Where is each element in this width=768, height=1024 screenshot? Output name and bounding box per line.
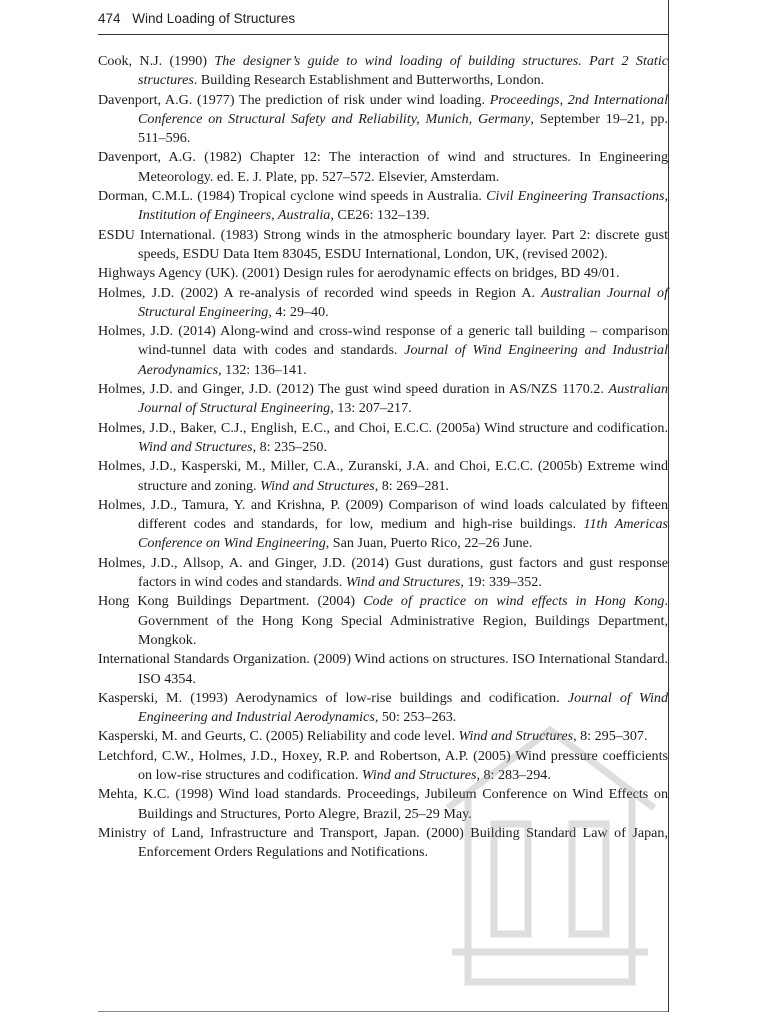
reference-text: ESDU International. (1983) Strong winds in the atmospheric boundary layer. Part 2: discrete gust speeds, ESDU Data Item 83045, ESDU International, London, UK, (revised 2002). bbox=[98, 226, 668, 262]
reference-source-title: Wind and Structures bbox=[260, 477, 375, 494]
reference-entry bbox=[98, 380, 668, 419]
reference-details: , 8: 295–307. bbox=[573, 728, 648, 745]
reference-details: , 19: 339–352. bbox=[460, 574, 542, 591]
reference-source-title: Wind and Structures bbox=[458, 728, 574, 745]
reference-source-title: Proceedings, 2nd International Conference on Structural Safety and Reliability, Munich, Germany bbox=[138, 91, 668, 127]
reference-text: Davenport, A.G. (1982) Chapter 12: The interaction of wind and structures. In Engineering Meteorology. ed. E. J. Plate, pp. 527–572. Elsevier, Amsterdam. bbox=[98, 149, 668, 185]
reference-entry bbox=[98, 727, 668, 746]
reference-entry bbox=[98, 554, 668, 593]
reference-text: Holmes, J.D. (2014) Along-wind and cross-wind response of a generic tall building – comparison wind-tunnel data with codes and standards. bbox=[98, 323, 668, 359]
reference-source-title: Wind and Structures bbox=[345, 574, 461, 591]
reference-details: , 8: 269–281. bbox=[374, 477, 450, 494]
reference-details: , 8: 283–294. bbox=[476, 766, 551, 783]
reference-details: , San Juan, Puerto Rico, 22–26 June. bbox=[325, 535, 533, 552]
reference-text: Kasperski, M. and Geurts, C. (2005) Reliability and code level. bbox=[98, 728, 459, 745]
reference-source-title: The designer’s guide to wind loading of building structures. Part 2 Static structures bbox=[138, 53, 669, 89]
reference-entry bbox=[98, 91, 668, 149]
reference-entry bbox=[98, 785, 668, 824]
reference-entry bbox=[98, 226, 668, 265]
reference-details: , September 19–21, pp. 511–596. bbox=[138, 110, 668, 147]
reference-entry bbox=[98, 747, 668, 786]
reference-text: Hong Kong Buildings Department. (2004) bbox=[98, 593, 364, 610]
reference-text: Davenport, A.G. (1977) The prediction of risk under wind loading. bbox=[98, 91, 490, 108]
reference-details: , 50: 253–263. bbox=[374, 709, 457, 726]
reference-entry bbox=[98, 264, 668, 283]
reference-entry bbox=[98, 592, 668, 650]
running-title: Wind Loading of Structures bbox=[132, 11, 296, 26]
reference-text: Holmes, J.D., Baker, C.J., English, E.C., and Choi, E.C.C. (2005a) Wind structure and codification. bbox=[98, 419, 668, 436]
header-rule bbox=[98, 34, 668, 35]
reference-entry bbox=[98, 496, 668, 554]
reference-source-title: Journal of Wind Engineering and Industrial Aerodynamics bbox=[138, 689, 668, 726]
reference-details: , 132: 136–141. bbox=[218, 361, 307, 378]
reference-details: . Government of the Hong Kong Special Administrative Region, Buildings Department, Mongkok. bbox=[138, 593, 669, 648]
reference-details: . Building Research Establishment and Butterworths, London. bbox=[193, 72, 545, 89]
reference-source-title: Code of practice on wind effects in Hong Kong bbox=[363, 593, 665, 610]
reference-entry bbox=[98, 284, 668, 323]
reference-text: Mehta, K.C. (1998) Wind load standards. Proceedings, Jubileum Conference on Wind Effects on Buildings and Structures, Porto Alegre, Brazil, 25–29 May. bbox=[98, 786, 668, 822]
reference-text: Holmes, J.D., Tamura, Y. and Krishna, P. (2009) Comparison of wind loads calculated by fifteen different codes and standards, for low, medium and high-rise buildings. bbox=[98, 496, 668, 533]
reference-list bbox=[98, 52, 668, 862]
reference-entry bbox=[98, 824, 668, 863]
reference-entry bbox=[98, 419, 668, 458]
page-edge-rule bbox=[668, 0, 669, 1012]
reference-entry bbox=[98, 457, 668, 496]
reference-entry bbox=[98, 689, 668, 728]
reference-text: International Standards Organization. (2009) Wind actions on structures. ISO International Standard. ISO 4354. bbox=[98, 651, 668, 687]
page-number: 474 bbox=[98, 11, 121, 26]
reference-details: , 8: 235–250. bbox=[252, 438, 327, 455]
reference-details: , 4: 29–40. bbox=[268, 303, 329, 320]
reference-entry bbox=[98, 322, 668, 380]
reference-text: Dorman, C.M.L. (1984) Tropical cyclone wind speeds in Australia. bbox=[98, 188, 487, 205]
reference-source-title: Wind and Structures bbox=[361, 766, 477, 783]
reference-entry bbox=[98, 187, 668, 226]
reference-text: Holmes, J.D. (2002) A re-analysis of recorded wind speeds in Region A. bbox=[98, 284, 542, 301]
reference-source-title: Journal of Wind Engineering and Industrial Aerodynamics bbox=[138, 342, 668, 378]
reference-details: , CE26: 132–139. bbox=[330, 207, 430, 224]
reference-text: Holmes, J.D., Kasperski, M., Miller, C.A., Zuranski, J.A. and Choi, E.C.C. (2005b) Extreme wind structure and zoning. bbox=[98, 458, 668, 494]
reference-text: Holmes, J.D., Allsop, A. and Ginger, J.D. (2014) Gust durations, gust factors and gust response factors in wind codes and standards. bbox=[98, 554, 668, 591]
reference-source-title: 11th Americas Conference on Wind Engineering bbox=[138, 516, 668, 552]
reference-text: Kasperski, M. (1993) Aerodynamics of low-rise buildings and codification. bbox=[98, 689, 568, 706]
reference-source-title: Civil Engineering Transactions, Institution of Engineers, Australia bbox=[138, 188, 668, 224]
reference-source-title: Australian Journal of Structural Engineering bbox=[138, 381, 668, 417]
reference-text: Cook, N.J. (1990) bbox=[98, 53, 215, 69]
bottom-rule bbox=[98, 1011, 668, 1012]
reference-text: Holmes, J.D. and Ginger, J.D. (2012) The gust wind speed duration in AS/NZS 1170.2. bbox=[98, 381, 609, 398]
reference-text: Highways Agency (UK). (2001) Design rules for aerodynamic effects on bridges, BD 49/01. bbox=[98, 265, 620, 282]
reference-entry bbox=[98, 52, 668, 91]
reference-entry bbox=[98, 148, 668, 187]
reference-details: , 13: 207–217. bbox=[330, 400, 412, 417]
reference-source-title: Australian Journal of Structural Engineering bbox=[138, 284, 668, 320]
running-header bbox=[98, 8, 670, 30]
reference-text: Letchford, C.W., Holmes, J.D., Hoxey, R.P. and Robertson, A.P. (2005) Wind pressure coefficients on low-rise structures and codification. bbox=[98, 747, 668, 783]
reference-source-title: Wind and Structures bbox=[138, 438, 253, 455]
reference-text: Ministry of Land, Infrastructure and Transport, Japan. (2000) Building Standard Law of Japan, Enforcement Orders Regulations and Notifications. bbox=[98, 824, 668, 861]
reference-entry bbox=[98, 650, 668, 689]
